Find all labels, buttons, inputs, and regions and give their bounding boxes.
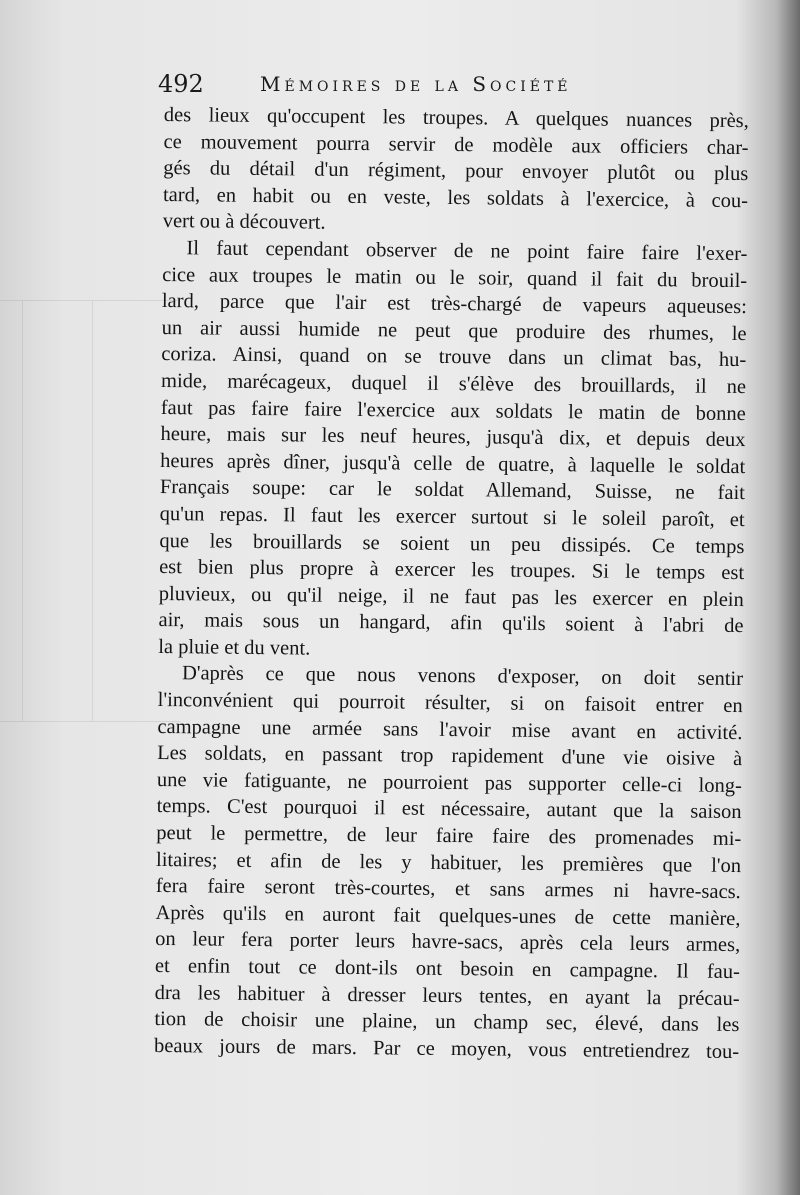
- text-line: litaires; et afin de les y habituer, les premières que l'on: [155, 848, 742, 877]
- text-line: air, mais sous un hangard, afin qu'ils soient à l'abri de: [158, 609, 744, 638]
- text-line: heure, mais sur les neuf heures, jusqu'à dix, et depuis deux: [160, 423, 746, 452]
- text-line: on leur fera porter leurs havre-sacs, après cela leurs armes,: [155, 928, 741, 957]
- text-line: et enfin tout ce dont-ils ont besoin en campagne. Il fau-: [154, 954, 741, 984]
- text-line: est bien plus propre à exercer les troupes. Si le temps est: [159, 556, 745, 585]
- text-line: que les brouillards se soient un peu dissipés. Ce temps: [159, 529, 745, 558]
- text-line: pluvieux, ou qu'il neige, il ne faut pas les exercer en plein: [158, 582, 744, 611]
- text-line: gés du détail d'un régiment, pour envoyer plutôt ou plus: [163, 157, 749, 186]
- text-line: un air aussi humide ne peut que produire des rhumes, le: [161, 316, 747, 345]
- running-head: Mémoires de la Société: [260, 72, 572, 96]
- page-number: 492: [158, 70, 204, 98]
- text-line: mide, marécageux, duquel il s'élève des brouillards, il ne: [160, 369, 747, 399]
- text-line: heures après dîner, jusqu'à celle de quatre, à laquelle le soldat: [160, 449, 746, 478]
- text-line: beaux jours de mars. Par ce moyen, vous entretiendrez tou-: [154, 1034, 740, 1063]
- text-line: Les soldats, en passant trop rapidement d'une vie oisive à: [157, 742, 743, 771]
- text-line: campagne une armée sans l'avoir mise avant en activité.: [157, 715, 743, 744]
- text-line: la pluie et du vent.: [158, 635, 311, 660]
- page-header: [158, 70, 758, 102]
- text-line: Après qu'ils en auront fait quelques-unes de cette manière,: [155, 901, 741, 930]
- text-line: temps. C'est pourquoi il est nécessaire, autant que la saison: [156, 795, 742, 824]
- text-line: lard, parce que l'air est très-chargé de vapeurs aqueuses:: [161, 290, 747, 319]
- text-line: faut pas faire faire l'exercice aux soldats le matin de bonne: [160, 396, 746, 425]
- body-text: [154, 102, 749, 1065]
- text-line: vert ou à découvert.: [162, 210, 326, 235]
- text-line: tion de choisir une plaine, un champ sec, élevé, dans les: [154, 1008, 740, 1037]
- show-through-table: [0, 300, 180, 722]
- text-line: une vie fatiguante, ne pourroient pas supporter celle-ci long-: [156, 768, 742, 797]
- text-line: Il faut cependant observer de ne point faire faire l'exer-: [186, 237, 748, 266]
- text-line: qu'un repas. Il faut les exercer surtout si le soleil paroît, et: [159, 502, 745, 532]
- text-line: fera faire seront très-courtes, et sans armes ni havre-sacs.: [155, 875, 741, 904]
- text-line: tard, en habit ou en veste, les soldats à l'exercice, à cou-: [162, 183, 749, 212]
- text-line: cice aux troupes le matin ou le soir, quand il fait du brouil-: [162, 263, 748, 292]
- text-line: Français soupe: car le soldat Allemand, Suisse, ne fait: [159, 476, 746, 505]
- text-line: dra les habituer à dresser leurs tentes, en ayant la précau-: [154, 981, 740, 1010]
- text-line: coriza. Ainsi, quand on se trouve dans un climat bas, hu-: [161, 343, 747, 372]
- text-line: des lieux qu'occupent les troupes. A quelques nuances près,: [163, 103, 749, 133]
- text-line: ce mouvement pourra servir de modèle aux officiers char-: [163, 130, 749, 159]
- text-line: peut le permettre, de leur faire faire des promenades mi-: [156, 821, 742, 851]
- text-line: l'inconvénient qui pourroit résulter, si on faisoit entrer en: [157, 689, 743, 718]
- text-line: D'après ce que nous venons d'exposer, on doit sentir: [181, 662, 744, 691]
